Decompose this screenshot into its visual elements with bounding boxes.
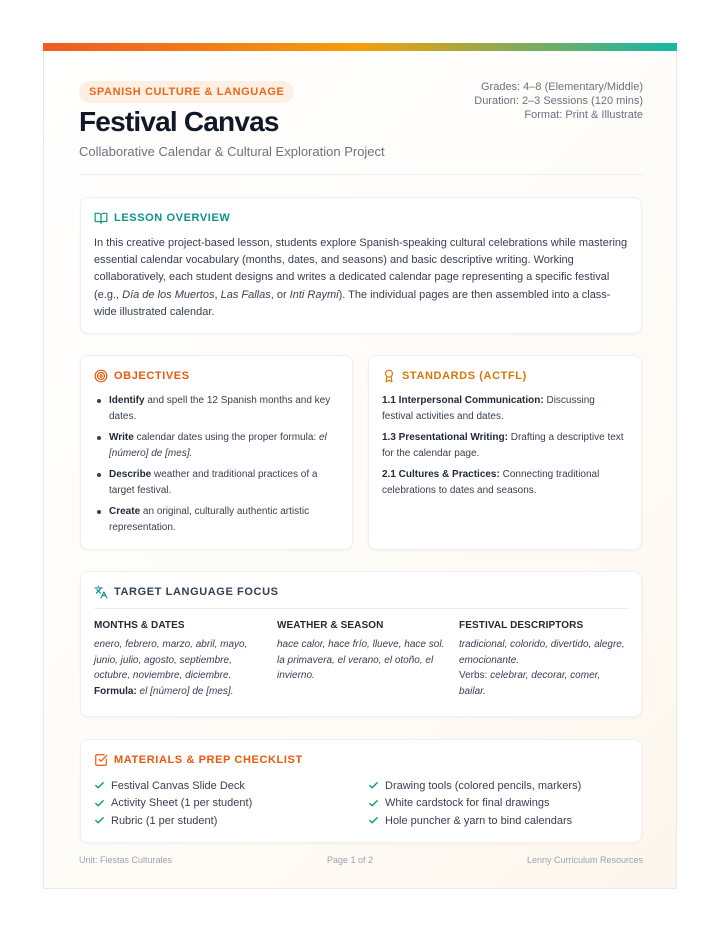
checklist-item-label: Drawing tools (colored pencils, markers) xyxy=(385,779,582,792)
page-footer xyxy=(79,855,643,869)
formula-text: el [número] de [mes]. xyxy=(136,685,234,697)
column-heading: WEATHER & SEASON xyxy=(277,620,384,631)
column-heading: FESTIVAL DESCRIPTORS xyxy=(459,620,584,631)
format-text: Format: Print & Illustrate xyxy=(524,109,643,121)
overview-separator: , xyxy=(214,288,221,301)
lesson-overview-card xyxy=(80,197,642,334)
overview-separator: , or xyxy=(270,288,290,301)
verbs-label: Verbs: xyxy=(459,670,488,681)
vocabulary-text: tradicional, colorido, divertido, alegre, emocionante. xyxy=(459,639,625,666)
materials-heading xyxy=(94,753,303,767)
objective-text: calendar dates using the proper formula: xyxy=(133,432,319,443)
lesson-overview-title: LESSON OVERVIEW xyxy=(114,212,231,224)
checklist-item xyxy=(368,812,581,830)
page-subtitle: Collaborative Calendar & Cultural Exploration Project xyxy=(79,144,385,159)
column-heading: MONTHS & DATES xyxy=(94,620,185,631)
award-icon xyxy=(382,369,396,383)
accent-gradient-bar xyxy=(43,43,677,51)
objectives-list xyxy=(95,393,335,541)
objective-verb: Create xyxy=(109,506,141,517)
grades-text: Grades: 4–8 (Elementary/Middle) xyxy=(480,81,643,93)
list-item xyxy=(95,467,335,498)
objective-formula: el [número] de [mes]. xyxy=(109,432,327,459)
standards-heading xyxy=(382,369,527,383)
lesson-plan-page xyxy=(43,43,677,889)
festival-name: Las Fallas xyxy=(220,288,271,301)
vocabulary-text: hace calor, hace frío, llueve, hace sol. xyxy=(277,639,445,650)
list-item xyxy=(382,393,627,424)
checklist-item xyxy=(94,795,252,813)
formula-label: Formula: xyxy=(94,685,137,697)
checklist-item-label: White cardstock for final drawings xyxy=(385,797,550,810)
list-item xyxy=(95,393,335,424)
check-icon xyxy=(94,798,105,809)
standard-text: Discussing festival activities and dates. xyxy=(382,395,595,422)
materials-list-left xyxy=(94,777,252,830)
objectives-title: OBJECTIVES xyxy=(114,370,190,382)
standard-text: Connecting traditional celebrations to dates and seasons. xyxy=(382,469,600,496)
list-item xyxy=(382,430,627,461)
book-open-icon xyxy=(94,211,108,225)
page-header xyxy=(79,81,643,175)
objective-text: weather and traditional practices of a target festival. xyxy=(109,469,318,496)
checklist-item-label: Hole puncher & yarn to bind calendars xyxy=(385,814,573,827)
checklist-item-label: Activity Sheet (1 per student) xyxy=(111,797,253,810)
overview-text-part: ). The individual pages are then assembled into a class-wide illustrated calendar. xyxy=(94,288,611,318)
target-language-heading xyxy=(94,585,279,599)
checklist-icon xyxy=(94,753,108,767)
column-text xyxy=(459,637,629,699)
column-text xyxy=(94,637,264,699)
lesson-meta xyxy=(474,80,643,122)
page-number: Page 1 of 2 xyxy=(327,855,374,865)
target-icon xyxy=(94,369,108,383)
weather-season-column xyxy=(277,620,447,684)
page-title: Festival Canvas xyxy=(79,106,279,137)
objectives-heading xyxy=(94,369,190,383)
vocabulary-text: enero, febrero, marzo, abril, mayo, junio, julio, agosto, septiembre, octubre, noviembre, diciembre. xyxy=(94,639,248,681)
checklist-item xyxy=(368,795,581,813)
standard-text: Drafting a descriptive text for the calendar page. xyxy=(382,432,624,459)
objective-text: an original, culturally authentic artistic representation. xyxy=(109,506,310,533)
festival-name: Inti Raymi xyxy=(289,288,339,301)
standard-code: 2.1 Cultures & Practices: xyxy=(382,469,500,480)
standard-code: 1.1 Interpersonal Communication: xyxy=(382,395,544,406)
target-language-title: TARGET LANGUAGE FOCUS xyxy=(114,586,279,598)
objective-verb: Write xyxy=(109,432,134,443)
months-dates-column xyxy=(94,620,264,699)
checklist-item-label: Rubric (1 per student) xyxy=(111,814,218,827)
list-item xyxy=(95,504,335,535)
festival-descriptors-column xyxy=(459,620,629,699)
objectives-card xyxy=(80,355,353,550)
unit-label: Unit: Fiestas Culturales xyxy=(79,855,173,865)
materials-list-right xyxy=(368,777,581,830)
checklist-item-label: Festival Canvas Slide Deck xyxy=(111,779,245,792)
materials-title: MATERIALS & PREP CHECKLIST xyxy=(114,754,303,766)
check-icon xyxy=(368,798,379,809)
lesson-overview-text xyxy=(94,235,629,321)
checklist-item xyxy=(368,777,581,795)
standards-card xyxy=(368,355,642,550)
checklist-item xyxy=(94,777,252,795)
festival-name: Día de los Muertos xyxy=(122,288,215,301)
check-icon xyxy=(94,780,105,791)
verbs-text: celebrar, decorar, comer, bailar. xyxy=(459,670,601,697)
list-item xyxy=(382,467,627,498)
duration-text: Duration: 2–3 Sessions (120 mins) xyxy=(474,95,643,107)
category-badge: SPANISH CULTURE & LANGUAGE xyxy=(79,81,294,103)
materials-card xyxy=(80,739,642,843)
objective-verb: Describe xyxy=(109,469,152,480)
check-icon xyxy=(368,815,379,826)
list-item xyxy=(95,430,335,461)
target-language-card xyxy=(80,571,642,717)
vocabulary-text: la primavera, el verano, el otoño, el invierno. xyxy=(277,654,434,681)
check-icon xyxy=(94,815,105,826)
section-divider xyxy=(94,608,629,609)
check-icon xyxy=(368,780,379,791)
publisher-label: Lenny Curriculum Resources xyxy=(526,855,643,865)
overview-text-part: In this creative project-based lesson, students explore Spanish-speaking cultural celebrations while mastering essential calendar vocabulary (months, dates, and seasons) and basic descriptive writing. Working collaboratively, each student designs and writes a dedicated calendar page representing a specific festival (e.g., xyxy=(94,237,628,301)
translate-icon xyxy=(94,585,108,599)
objective-text: and spell the 12 Spanish months and key dates. xyxy=(109,395,331,422)
standards-title: STANDARDS (ACTFL) xyxy=(402,370,527,382)
standard-code: 1.3 Presentational Writing: xyxy=(382,432,508,443)
column-text xyxy=(277,637,447,684)
lesson-overview-heading xyxy=(94,211,230,225)
checklist-item xyxy=(94,812,252,830)
standards-list xyxy=(382,393,627,504)
objective-verb: Identify xyxy=(109,395,145,406)
